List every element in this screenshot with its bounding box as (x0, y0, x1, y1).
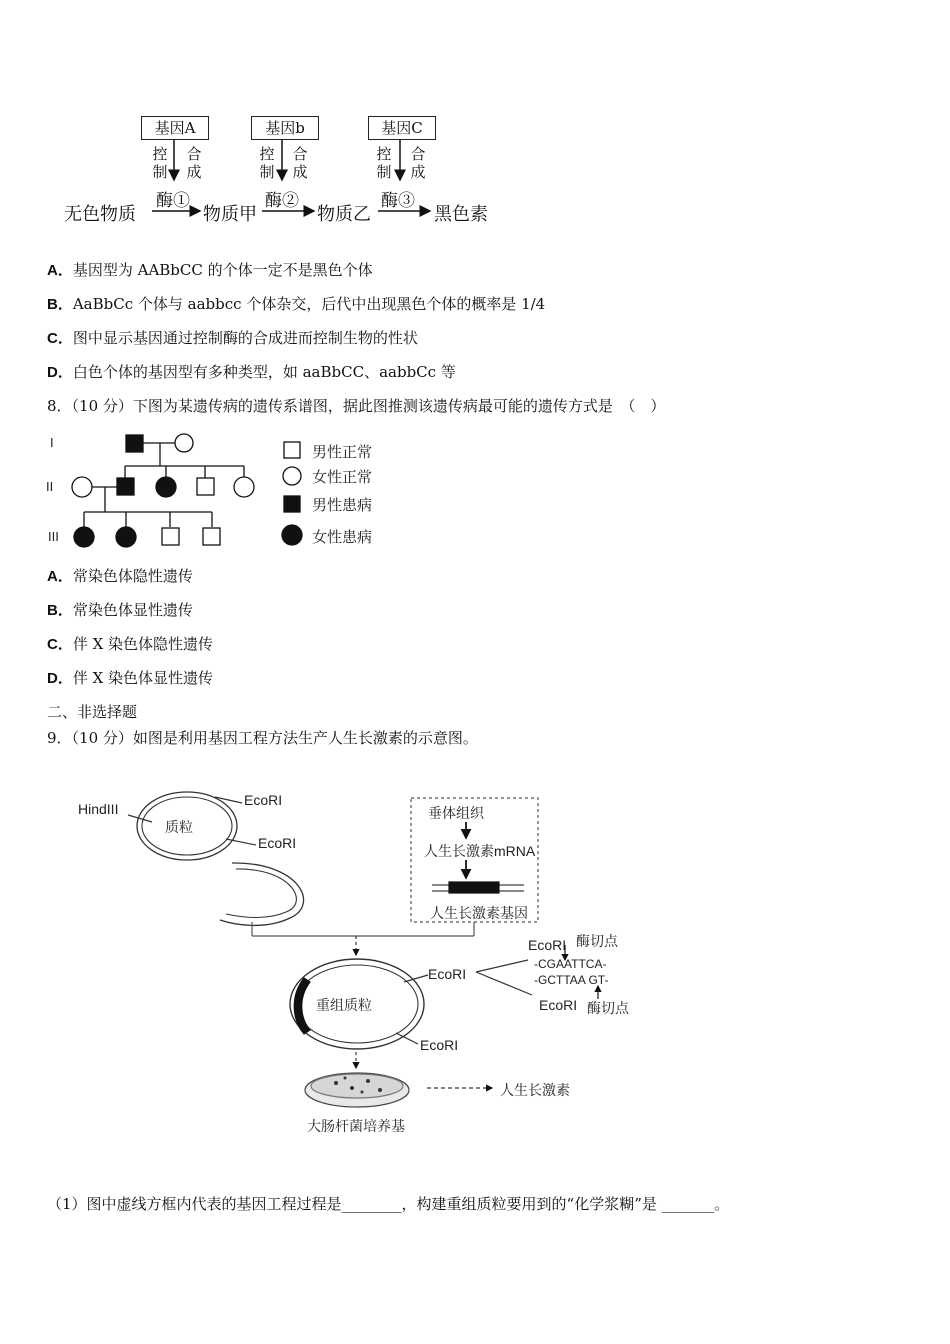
q7-option-d-text: 白色个体的基因型有多种类型，如 aaBbCC、aabbCc 等 (72, 363, 456, 381)
cut-site-label-2: 酶切点 (587, 1000, 629, 1016)
q9-stem: 9．（10 分）如图是利用基因工程方法生产人生长激素的示意图。 (47, 729, 478, 747)
q8-option-b (47, 600, 193, 621)
ecori-label-3: EcoRI (528, 937, 567, 953)
synth-label-2b: 成 (292, 163, 308, 181)
q7-option-d (47, 362, 456, 383)
ecori-label-1: EcoRI (244, 792, 283, 808)
q7-option-c-letter: C． (47, 330, 73, 347)
i-2-normal-female (175, 434, 193, 452)
iii-1-affected-female (74, 527, 94, 547)
gen-ii-label: II (46, 479, 54, 494)
synth-label-3a: 合 (410, 145, 426, 163)
q7-option-c-text: 图中显示基因通过控制酶的合成进而控制生物的性状 (72, 329, 418, 347)
seq-top-label: -CGAATTCA- (534, 957, 607, 971)
legend-normal-male-icon (284, 442, 300, 458)
seq-bottom-label: -GCTTAA GT- (534, 973, 609, 987)
q7-option-c (47, 328, 418, 349)
q7-option-b (47, 294, 545, 315)
enzyme-2: 酶② (265, 191, 299, 211)
colorless-substance: 无色物质 (64, 204, 136, 225)
legend-normal-male: 男性正常 (312, 444, 373, 461)
q8-option-d (47, 668, 213, 689)
q8-stem: 8．（10 分）下图为某遗传病的遗传系谱图，据此图推测该遗传病最可能的遗传方式是 （ ） (47, 397, 666, 415)
ii-4-normal-male (197, 478, 214, 495)
iii-2-affected-female (116, 527, 136, 547)
q7-option-d-letter: D． (47, 364, 73, 381)
control-label-2a: 控 (259, 145, 275, 163)
legend-normal-female-icon (283, 467, 301, 485)
legend-affected-male: 男性患病 (312, 497, 373, 514)
q7-option-b-letter: B． (47, 296, 73, 313)
legend-affected-female-icon (282, 525, 302, 545)
legend-affected-female: 女性患病 (312, 529, 373, 546)
cut-site-label-1: 酶切点 (576, 933, 618, 949)
q8-option-c (47, 634, 213, 655)
gen-iii-label: III (48, 529, 59, 544)
q8-option-c-text: 伴 X 染色体隐性遗传 (72, 635, 214, 653)
iii-4-normal-male (203, 528, 220, 545)
gene-b-box: 基因b (251, 116, 319, 140)
q7-option-a-text: 基因型为 AABbCC 的个体一定不是黑色个体 (72, 261, 373, 279)
legend-normal-female: 女性正常 (312, 469, 373, 486)
synth-label-1a: 合 (186, 145, 202, 163)
q8-option-c-letter: C． (47, 636, 73, 653)
q8-option-a-letter: A． (47, 568, 73, 585)
q7-option-a (47, 260, 373, 281)
q7-option-a-letter: A． (47, 262, 73, 279)
ii-2-affected-male (117, 478, 134, 495)
opened-plasmid (220, 863, 304, 925)
q9-part1: （1）图中虚线方框内代表的基因工程过程是________，构建重组质粒要用到的“化学浆糊”是 _______。 (47, 1195, 730, 1213)
q8-option-d-text: 伴 X 染色体显性遗传 (72, 669, 214, 687)
hormone-label: 人生长激素 (500, 1082, 570, 1098)
synth-label-1b: 成 (186, 163, 202, 181)
mrna-label: 人生长激素mRNA (424, 843, 536, 859)
pedigree-chart (72, 434, 302, 547)
control-label-3a: 控 (376, 145, 392, 163)
melanin: 黑色素 (434, 204, 488, 225)
ecori-label-6: EcoRI (420, 1037, 459, 1053)
q8-option-b-letter: B． (47, 602, 73, 619)
section-heading: 二、非选择题 (47, 703, 138, 721)
gene-label: 人生长激素基因 (430, 905, 528, 921)
q8-option-b-text: 常染色体显性遗传 (72, 601, 193, 619)
control-label-1b: 制 (152, 163, 168, 181)
plasmid-label: 质粒 (165, 819, 193, 835)
control-label-3b: 制 (376, 163, 392, 181)
control-label-2b: 制 (259, 163, 275, 181)
ii-5-normal-female (234, 477, 254, 497)
gene-insert-block (449, 882, 499, 893)
gene-a-box: 基因A (141, 116, 209, 140)
ecori-label-2: EcoRI (258, 835, 297, 851)
ecori-label-5: EcoRI (539, 997, 578, 1013)
medium-label: 大肠杆菌培养基 (307, 1118, 405, 1134)
ii-1-normal-female (72, 477, 92, 497)
ecori-label-4: EcoRI (428, 966, 467, 982)
q8-option-a (47, 566, 193, 587)
legend-affected-male-icon (284, 496, 300, 512)
inserted-gene-segment (294, 978, 310, 1034)
q7-option-b-text: AaBbCc 个体与 aabbcc 个体杂交，后代中出现黑色个体的概率是 1/4 (72, 295, 546, 313)
control-label-1a: 控 (152, 145, 168, 163)
enzyme-3: 酶③ (381, 191, 415, 211)
substance-yi: 物质乙 (317, 204, 371, 225)
pituitary-label: 垂体组织 (428, 805, 484, 821)
gen-i-label: I (50, 435, 54, 450)
hindiii-label: HindIII (78, 801, 119, 817)
enzyme-1: 酶① (156, 191, 190, 211)
synth-label-2a: 合 (292, 145, 308, 163)
substance-jia: 物质甲 (203, 204, 257, 225)
q8-option-a-text: 常染色体隐性遗传 (72, 567, 193, 585)
iii-3-normal-male (162, 528, 179, 545)
ii-3-affected-female (156, 477, 176, 497)
synth-label-3b: 成 (410, 163, 426, 181)
q8-option-d-letter: D． (47, 670, 73, 687)
i-1-affected-male (126, 435, 143, 452)
recombinant-plasmid-label: 重组质粒 (316, 997, 372, 1013)
gene-c-box: 基因C (368, 116, 436, 140)
